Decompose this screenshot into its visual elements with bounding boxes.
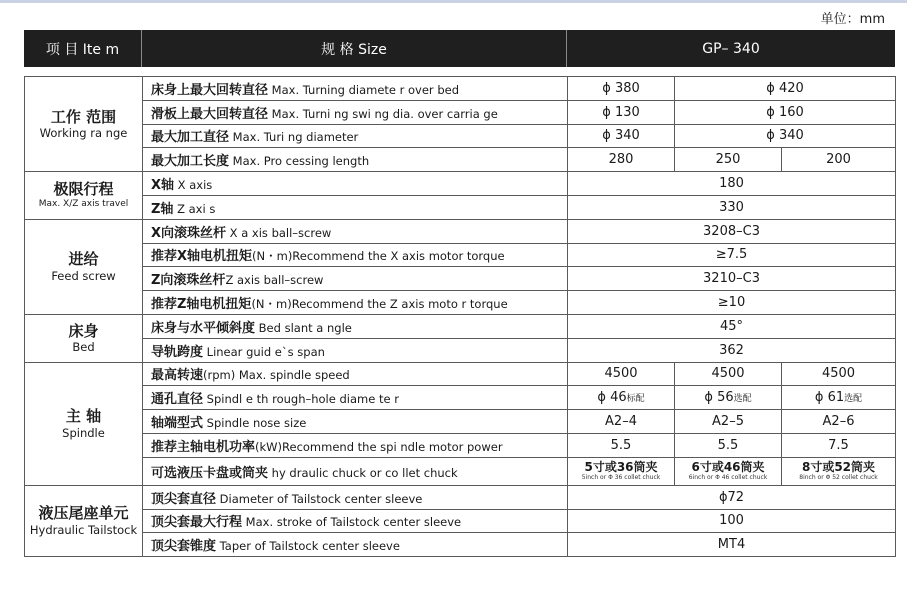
value-cell: 100 [568, 509, 896, 533]
value-cell: ϕ 420 [675, 77, 896, 101]
value-cell [675, 457, 782, 485]
label-cn: 床身与水平倾斜度 [151, 320, 256, 336]
row-label [143, 124, 568, 148]
spec-table [24, 76, 896, 557]
label-en: (N・m)Recommend the Z axis moto r torque [251, 297, 508, 312]
table-row [25, 509, 896, 533]
label-cn: 轴端型式 [151, 416, 204, 432]
value-note: 标配 [626, 394, 645, 405]
label-cn: 通孔直径 [151, 392, 204, 408]
row-label [143, 77, 568, 101]
label-en: (rpm) Max. spindle speed [203, 368, 350, 383]
label-cn: 滑板上最大回转直径 [151, 106, 269, 122]
value-main: ϕ 56 [704, 390, 734, 406]
value-cell: ϕ 160 [675, 100, 896, 124]
group-spindle [25, 362, 143, 485]
table-row [25, 195, 896, 219]
table-row [25, 457, 896, 485]
value-main: 8寸或52筒夹 [801, 460, 876, 475]
table-row [25, 148, 896, 172]
table-row [25, 314, 896, 338]
table-row [25, 485, 896, 509]
table-row [25, 243, 896, 267]
label-en: Max. stroke of Tailstock center sleeve [242, 515, 462, 530]
value-cell: 5.5 [568, 433, 675, 457]
group-cn: 床身 [68, 321, 99, 340]
value-cell: A2–6 [782, 410, 896, 434]
value-main: 6寸或46筒夹 [691, 460, 765, 475]
row-label [143, 509, 568, 533]
label-en: Bed slant a ngle [255, 320, 352, 335]
label-en: hy draulic chuck or co llet chuck [268, 465, 458, 480]
value-cell: ≥10 [568, 291, 896, 315]
table-row [25, 362, 896, 386]
group-en: Max. X/Z axis travel [38, 199, 129, 210]
table-row [25, 533, 896, 557]
label-en: Z axis ball–screw [225, 273, 324, 288]
group-tailstock [25, 485, 143, 556]
value-note: 5inch or Φ 36 collet chuck [581, 474, 661, 482]
table-row [25, 267, 896, 291]
value-cell: 200 [782, 148, 896, 172]
table-row [25, 338, 896, 362]
group-cn: 主 轴 [65, 407, 102, 426]
group-cn: 进给 [68, 250, 99, 269]
group-travel [25, 172, 143, 220]
label-cn: X轴 [151, 178, 175, 194]
label-cn: 最大加工直径 [151, 130, 230, 146]
label-en: Spindle nose size [203, 416, 307, 431]
table-row [25, 433, 896, 457]
group-cn: 极限行程 [53, 180, 114, 199]
value-cell: ϕ 130 [568, 100, 675, 124]
row-label [143, 195, 568, 219]
label-en: Diameter of Tailstock center sleeve [216, 491, 423, 506]
value-cell: 4500 [568, 362, 675, 386]
label-cn: 最大加工长度 [151, 154, 230, 170]
value-note: 6inch or Φ 46 collet chuck [688, 474, 768, 482]
label-cn: 顶尖套最大行程 [151, 515, 243, 531]
row-label [143, 362, 568, 386]
label-cn: 推荐主轴电机功率 [151, 439, 256, 455]
value-note: 选配 [733, 394, 752, 405]
top-rule [0, 0, 907, 3]
value-main: ϕ 61 [814, 390, 845, 406]
label-en: Taper of Tailstock center sleeve [216, 539, 400, 554]
value-cell: A2–5 [675, 410, 782, 434]
row-label [143, 485, 568, 509]
label-en: (N・m)Recommend the X axis motor torque [252, 249, 505, 264]
table-header [24, 30, 895, 67]
value-cell: 45° [568, 314, 896, 338]
header-spec: 规 格 Size [142, 30, 567, 67]
row-label [143, 148, 568, 172]
row-label [143, 172, 568, 196]
label-cn: 最高转速 [151, 368, 204, 384]
value-cell: 330 [568, 195, 896, 219]
value-cell [675, 386, 782, 410]
unit-label: 单位：mm [820, 12, 885, 27]
label-cn: 顶尖套锥度 [151, 539, 217, 555]
table-row [25, 172, 896, 196]
group-cn: 工作 范围 [50, 107, 117, 126]
value-cell: ϕ72 [568, 485, 896, 509]
label-en: Max. Turi ng diameter [229, 130, 359, 145]
group-en: Working ra nge [39, 126, 128, 141]
label-cn: Z向滚珠丝杆 [151, 273, 226, 289]
table-row [25, 100, 896, 124]
row-label [143, 267, 568, 291]
label-cn: 推荐X轴电机扭矩 [151, 249, 253, 265]
value-cell: MT4 [568, 533, 896, 557]
label-en: Spindl e th rough–hole diame te r [203, 392, 399, 407]
group-en: Feed screw [51, 269, 116, 284]
row-label [143, 100, 568, 124]
row-label [143, 386, 568, 410]
table-row [25, 124, 896, 148]
value-cell: ϕ 380 [568, 77, 675, 101]
value-cell: 7.5 [782, 433, 896, 457]
table-row [25, 291, 896, 315]
row-label [143, 243, 568, 267]
label-en: Max. Pro cessing length [229, 154, 370, 169]
value-cell: 4500 [675, 362, 782, 386]
value-cell: ϕ 340 [675, 124, 896, 148]
header-item: 项 目 Ite m [24, 30, 142, 67]
group-working-range [25, 77, 143, 172]
row-label [143, 433, 568, 457]
row-label [143, 410, 568, 434]
value-cell [782, 386, 896, 410]
value-note: 选配 [844, 394, 863, 405]
label-cn: X向滚珠丝杆 [151, 225, 227, 241]
value-cell [782, 457, 896, 485]
value-cell: 3208–C3 [568, 219, 896, 243]
label-en: (kW)Recommend the spi ndle motor power [255, 439, 503, 454]
value-main: 5寸或36筒夹 [584, 460, 658, 475]
label-en: Max. Turni ng swi ng dia. over carria ge [268, 106, 498, 121]
group-en: Hydraulic Tailstock [29, 523, 138, 538]
table-row [25, 219, 896, 243]
label-cn: 顶尖套直径 [151, 491, 217, 507]
table-row [25, 77, 896, 101]
value-cell: 250 [675, 148, 782, 172]
label-cn: Z轴 [151, 201, 174, 217]
table-row [25, 386, 896, 410]
value-cell [568, 457, 675, 485]
value-cell: 4500 [782, 362, 896, 386]
row-label [143, 338, 568, 362]
value-cell [568, 386, 675, 410]
label-en: Max. Turning diamete r over bed [268, 82, 459, 97]
value-cell: 280 [568, 148, 675, 172]
header-model: GP– 340 [702, 40, 760, 57]
label-en: X axis [174, 178, 213, 193]
group-bed [25, 314, 143, 362]
value-note: 8inch or Φ 52 collet chuck [799, 474, 878, 482]
label-cn: 导轨跨度 [151, 344, 204, 360]
row-label [143, 219, 568, 243]
group-en: Bed [72, 340, 95, 355]
group-en: Spindle [62, 425, 105, 440]
label-en: Linear guid e`s span [203, 344, 325, 359]
value-main: ϕ 46 [597, 390, 627, 406]
row-label [143, 314, 568, 338]
value-cell: ≥7.5 [568, 243, 896, 267]
label-cn: 可选液压卡盘或筒夹 [151, 465, 269, 481]
value-cell: 362 [568, 338, 896, 362]
label-en: Z axi s [173, 201, 216, 216]
row-label [143, 291, 568, 315]
value-cell: ϕ 340 [568, 124, 675, 148]
value-cell: 3210–C3 [568, 267, 896, 291]
label-cn: 推荐Z轴电机扭矩 [151, 297, 252, 313]
group-cn: 液压尾座单元 [38, 504, 129, 523]
group-feed-screw [25, 219, 143, 314]
label-en: X a xis ball–screw [226, 225, 332, 240]
value-cell: A2–4 [568, 410, 675, 434]
row-label [143, 533, 568, 557]
label-cn: 床身上最大回转直径 [151, 82, 269, 98]
value-cell: 180 [568, 172, 896, 196]
value-cell: 5.5 [675, 433, 782, 457]
table-row [25, 410, 896, 434]
row-label [143, 457, 568, 485]
